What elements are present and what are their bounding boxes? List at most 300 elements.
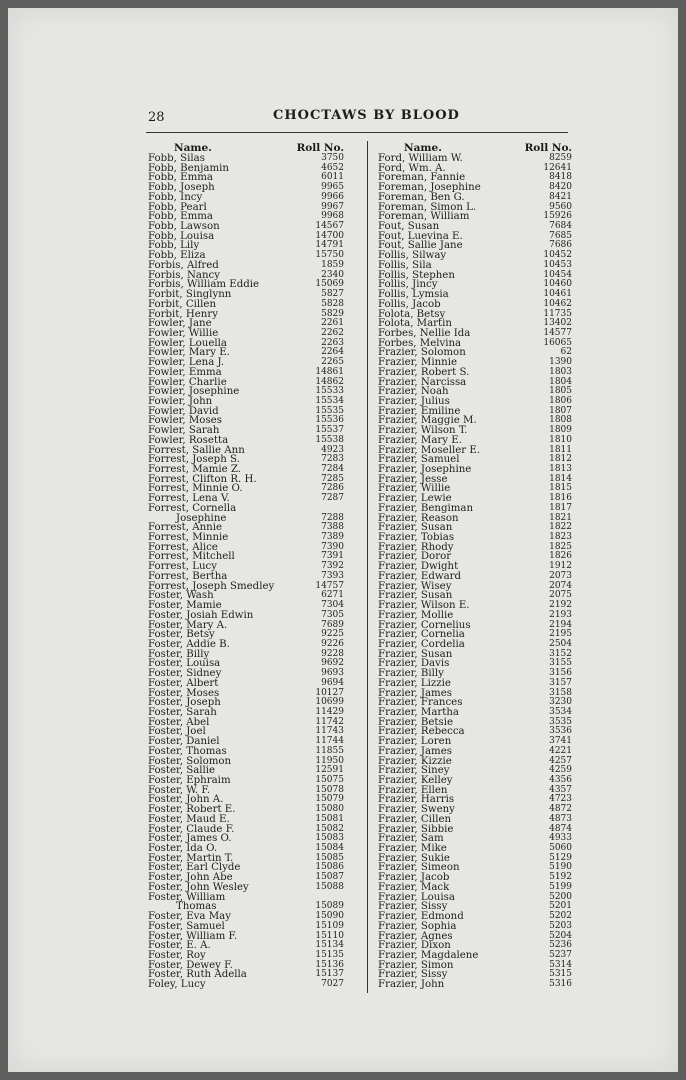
entry-name: Foster, W. F. [148,784,211,796]
entry-name: Frazier, Wilson E. [378,600,470,612]
roll-number: 3156 [549,668,572,679]
entry-name: Frazier, Billy [378,668,444,680]
entry-name: Frazier, Sukie [378,852,450,864]
entry-name: Foster, Joel [148,726,206,738]
roll-number: 5236 [549,940,572,951]
entry-name: Thomas [176,901,217,913]
roll-number: 2504 [549,638,572,649]
roll-number: 8420 [549,182,572,193]
roll-number: 7689 [321,619,344,630]
roll-number: 15537 [315,425,344,436]
roll-number: 10461 [543,289,572,300]
entry-name: Foster, Solomon [148,755,232,767]
entry-name: Foster, E. A. [148,940,211,952]
roll-number: 7684 [549,221,572,232]
entry-name: Foster, Mary A. [148,619,228,631]
entry-name: Forrest, Annie [148,522,222,534]
entry-name: Frazier, Jacob [378,872,450,884]
roll-number: 5203 [549,920,572,931]
roll-number: 2075 [549,590,572,601]
entry-name: Foster, William [148,891,226,903]
roll-number: 8421 [549,191,572,202]
entry-name: Frazier, Lizzie [378,677,451,689]
entry-name: Fowler, Josephine [148,386,240,398]
roll-number: 11855 [315,745,344,756]
roll-number: 15086 [315,862,344,873]
roll-number: 9225 [321,629,344,640]
entry-name: Forbes, Nellie Ida [378,327,471,339]
entry-name: Foster, Martin T. [148,852,234,864]
entry-name: Frazier, Simon [378,959,454,971]
right-column [378,142,572,990]
column-divider [367,141,368,993]
entry-name: Frazier, Jesse [378,473,448,485]
entry-name: Frazier, Magdalene [378,949,479,961]
roll-number: 10462 [543,298,572,309]
left-column [148,142,344,990]
entry-name: Frazier, Susan [378,590,453,602]
entry-name: Frazier, Sweny [378,804,455,816]
page-number: 28 [148,110,165,125]
roll-number: 12591 [315,765,344,776]
entry-name: Folota, Martin [378,318,452,330]
roll-number: 2193 [549,609,572,620]
entry-name: Fowler, Emma [148,366,222,378]
roll-number: 14791 [315,240,344,251]
entry-name: Frazier, Lewie [378,493,452,505]
entry-name: Foster, Sarah [148,706,217,718]
roll-number: 1809 [549,425,572,436]
entry-name: Frazier, Sam [378,833,444,845]
entry-name: Foreman, Ben G. [378,191,465,203]
roll-number: 15081 [315,813,344,824]
entry-name: Foster, James O. [148,833,232,845]
roll-number: 5190 [549,862,572,873]
entry-name: Frazier, Edmond [378,911,464,923]
roll-number: 3535 [549,716,572,727]
entry-name: Foster, Wash [148,590,214,602]
entry-name: Forbis, Nancy [148,269,221,281]
entry-name: Forbis, Alfred [148,259,219,271]
entry-name: Foster, Betsy [148,629,215,641]
list-item [148,980,344,990]
entry-name: Foster, Ruth Adella [148,969,247,981]
roll-number: 5200 [549,891,572,902]
entry-name: Frazier, Sissy [378,901,448,913]
entry-name: Frazier, Kizzie [378,755,452,767]
roll-number: 7287 [321,493,344,504]
entry-name: Forbis, William Eddie [148,279,260,291]
entry-name: Frazier, Willie [378,483,451,495]
entry-name: Fobb, Silas [148,153,205,164]
roll-number: 4873 [549,813,572,824]
entry-name: Forbit, Singlynn [148,289,232,301]
entry-name: Foreman, Fannie [378,172,466,184]
entry-name: Foster, John A. [148,794,224,806]
entry-name: Frazier, Wilson T. [378,425,468,437]
roll-number: 9965 [321,182,344,193]
entry-name: Fowler, Moses [148,415,222,427]
roll-number: 5199 [549,881,572,892]
roll-number: 7284 [321,464,344,474]
roll-number: 15750 [315,250,344,261]
entry-name: Frazier, Sissy [378,969,448,981]
entry-name: Frazier, Cornelia [378,629,465,641]
header-rule [146,132,568,133]
roll-number: 15538 [315,434,344,445]
entry-name: Frazier, Loren [378,736,452,748]
entry-name: Follis, Silway [378,250,447,262]
roll-number: 7283 [321,454,344,465]
entry-name: Foster, Sallie [148,765,216,777]
roll-number: 2194 [549,619,572,630]
roll-number: 5204 [549,930,572,941]
roll-number: 1817 [549,502,572,513]
entry-name: Josephine [176,512,227,524]
entry-name: Frazier, Betsie [378,716,454,728]
roll-number: 14700 [315,230,344,241]
entry-name: Follis, Jacob [378,298,441,310]
entry-name: Fowler, Willie [148,327,219,339]
roll-number: 10452 [543,250,572,261]
roll-number: 5201 [549,901,572,912]
entry-name: Foreman, William [378,211,470,223]
entry-name: Fout, Luevina E. [378,230,463,242]
name-header: Name. [174,142,212,154]
entry-name: Foster, Mamie [148,600,222,612]
roll-number: 1822 [549,522,572,533]
roll-number: 6271 [321,590,344,601]
roll-number: 4257 [549,755,572,766]
roll-number: 1806 [549,395,572,406]
roll-number: 1805 [549,386,572,397]
roll-number: 7304 [321,600,344,611]
roll-number: 3157 [549,677,572,688]
right-rows [378,154,572,990]
roll-number: 4923 [321,444,344,455]
roll-number: 7389 [321,532,344,543]
roll-number: 4723 [549,794,572,805]
entry-name: Fobb, Emma [148,172,213,184]
roll-number: 4356 [549,775,572,785]
roll-number: 14567 [315,221,344,232]
entry-name: Frazier, Emiline [378,405,461,417]
entry-name: Frazier, Ellen [378,784,448,796]
list-item [378,980,572,990]
roll-number: 4259 [549,765,572,776]
roll-number: 4874 [549,823,572,834]
entry-name: Frazier, Wisey [378,580,452,592]
roll-number: 1810 [549,434,572,445]
roll-number: 3230 [549,697,572,708]
entry-name: Forrest, Bertha [148,570,228,582]
roll-number: 10699 [315,697,344,708]
roll-number: 15069 [315,279,344,290]
entry-name: Forrest, Lena V. [148,493,230,505]
entry-name: Forbes, Melvina [378,337,462,349]
entry-name: Frazier, Noah [378,386,449,398]
entry-name: Forrest, Sallie Ann [148,444,245,456]
running-head: CHOCTAWS BY BLOOD [273,108,460,123]
roll-number: 15090 [315,911,344,922]
entry-name: Frazier, Mollie [378,609,454,621]
entry-name: Fowler, John [148,395,213,407]
roll-number: 2195 [549,629,572,640]
roll-number: 15087 [315,872,344,883]
roll-number: 7305 [321,609,344,620]
entry-name: Follis, Stephen [378,269,455,281]
entry-name: Fowler, Louella [148,337,227,349]
entry-name: Frazier, Louisa [378,891,455,903]
roll-number: 1816 [549,493,572,504]
entry-name: Frazier, Mike [378,843,447,855]
roll-number: 5237 [549,949,572,960]
roll-number: 9228 [321,648,344,659]
entry-name: Frazier, Samuel [378,454,460,466]
entry-name: Frazier, Susan [378,522,453,534]
roll-number: 14757 [315,580,344,591]
entry-name: Frazier, Mack [378,881,450,893]
entry-name: Frazier, Solomon [378,347,466,359]
roll-number: 14862 [315,376,344,387]
roll-number: 15082 [315,823,344,834]
roll-number: 1813 [549,464,572,474]
entry-name: Frazier, Cordelia [378,638,465,650]
roll-number: 15534 [315,395,344,406]
roll-number: 9968 [321,211,344,222]
roll-number: 15088 [315,881,344,892]
roll-number: 9692 [321,658,344,669]
roll-number: 5192 [549,872,572,883]
roll-header: Roll No. [524,142,572,154]
left-rows [148,154,344,990]
entry-name: Frazier, Robert S. [378,366,470,378]
entry-name: Frazier, Josephine [378,464,472,475]
entry-name: Forrest, Mitchell [148,551,235,563]
roll-number: 4933 [549,833,572,844]
roll-number: 7027 [321,979,344,990]
roll-number: 7388 [321,522,344,533]
entry-name: Foster, Daniel [148,736,220,748]
roll-number: 15134 [315,940,344,951]
roll-number: 15075 [315,775,344,785]
roll-number: 9966 [321,191,344,202]
roll-number: 1390 [549,357,572,368]
roll-number: 3158 [549,687,572,698]
roll-number: 5827 [321,289,344,300]
entry-name: Forrest, Joseph Smedley [148,580,275,592]
roll-number: 7288 [321,512,344,523]
roll-number: 3536 [549,726,572,737]
entry-name: Foster, Earl Clyde [148,862,241,874]
roll-number: 4652 [321,162,344,173]
name-header: Name. [404,142,442,154]
roll-number: 3750 [321,153,344,163]
entry-name: Foster, John Wesley [148,881,249,893]
entry-name: Fowler, Charlie [148,376,227,388]
roll-number: 15926 [543,211,572,222]
entry-name: Frazier, Susan [378,648,453,660]
roll-number: 1808 [549,415,572,426]
roll-number: 15085 [315,852,344,863]
entry-name: Frazier, Agnes [378,930,453,942]
roll-number: 2192 [549,600,572,611]
entry-name: Forrest, Minnie O. [148,483,243,495]
roll-number: 3155 [549,658,572,669]
entry-name: Frazier, Minnie [378,357,457,369]
roll-header: Roll No. [296,142,344,154]
entry-name: Forrest, Cornella [148,502,237,514]
entry-name: Foster, Addie B. [148,638,230,650]
entry-name: Frazier, James [378,745,452,757]
entry-name: Foley, Lucy [148,979,206,991]
roll-number: 10454 [543,269,572,280]
roll-number: 13402 [543,318,572,329]
roll-number: 2262 [321,327,344,338]
entry-name: Foster, Ida O. [148,843,218,855]
entry-name: Fowler, Jane [148,318,212,330]
roll-number: 1821 [549,512,572,523]
entry-name: Frazier, Edward [378,570,462,582]
roll-number: 7285 [321,473,344,484]
roll-number: 5314 [549,959,572,970]
roll-number: 15533 [315,386,344,397]
roll-number: 5316 [549,979,572,990]
roll-number: 5060 [549,843,572,854]
roll-number: 15535 [315,405,344,416]
roll-number: 9693 [321,668,344,679]
entry-name: Foster, Eva May [148,911,231,923]
entry-name: Fout, Sallie Jane [378,240,463,252]
roll-number: 11735 [543,308,572,319]
entry-name: Frazier, Kelley [378,775,453,786]
entry-name: Fobb, Eliza [148,250,206,262]
entry-name: Forrest, Lucy [148,561,217,573]
entry-name: Fobb, Emma [148,211,213,223]
entry-name: Frazier, Davis [378,658,450,670]
roll-number: 1815 [549,483,572,494]
roll-number: 2073 [549,570,572,581]
roll-number: 1826 [549,551,572,562]
entry-name: Frazier, Moseller E. [378,444,481,456]
roll-number: 1804 [549,376,572,387]
entry-name: Foster, Roy [148,949,206,961]
roll-number: 14577 [543,327,572,338]
roll-number: 7390 [321,541,344,552]
roll-number: 62 [560,347,572,358]
entry-name: Frazier, Rebecca [378,726,465,738]
roll-number: 15137 [315,969,344,980]
roll-number: 5129 [549,852,572,863]
entry-name: Forrest, Mamie Z. [148,464,242,475]
roll-number: 15109 [315,920,344,931]
entry-name: Frazier, Mary E. [378,434,462,446]
entry-name: Foster, Ephraim [148,775,231,786]
roll-number: 15136 [315,959,344,970]
document-page [8,8,678,1072]
entry-name: Frazier, Narcissa [378,376,467,388]
roll-number: 9967 [321,201,344,212]
entry-name: Fowler, Lena J. [148,357,225,369]
entry-name: Frazier, Martha [378,706,459,718]
entry-name: Frazier, Sophia [378,920,457,932]
roll-number: 2261 [321,318,344,329]
roll-number: 11743 [315,726,344,737]
roll-number: 1912 [549,561,572,572]
entry-name: Foster, Thomas [148,745,227,757]
roll-number: 6011 [321,172,344,183]
entry-name: Frazier, Tobias [378,532,455,544]
entry-name: Follis, Sila [378,259,432,271]
roll-number: 15110 [315,930,344,941]
entry-name: Fobb, Incy [148,191,203,203]
entry-name: Fowler, Mary E. [148,347,230,359]
roll-number: 8418 [549,172,572,183]
roll-number: 7392 [321,561,344,572]
roll-number: 1807 [549,405,572,416]
entry-name: Forbit, Henry [148,308,218,320]
roll-number: 11429 [315,706,344,717]
roll-number: 1803 [549,366,572,377]
entry-name: Fowler, Sarah [148,425,220,437]
entry-name: Foster, Joseph [148,697,221,709]
roll-number: 8259 [549,153,572,163]
entry-name: Frazier, John [378,979,445,991]
roll-number: 5202 [549,911,572,922]
roll-number: 10127 [315,687,344,698]
roll-number: 16065 [543,337,572,348]
roll-number: 1825 [549,541,572,552]
roll-number: 2340 [321,269,344,280]
entry-name: Forbit, Cillen [148,298,217,310]
roll-number: 1814 [549,473,572,484]
roll-number: 9226 [321,638,344,649]
entry-name: Fowler, Rosetta [148,434,229,446]
entry-name: Foster, Claude F. [148,823,235,835]
roll-number: 15536 [315,415,344,426]
roll-number: 14861 [315,366,344,377]
entry-name: Foreman, Josephine [378,182,481,194]
entry-name: Ford, William W. [378,153,463,164]
entry-name: Frazier, Reason [378,512,459,524]
entry-name: Foster, Dewey F. [148,959,233,971]
entry-name: Forrest, Minnie [148,532,229,544]
entry-name: Frazier, Dixon [378,940,451,952]
entry-name: Foster, Abel [148,716,210,728]
roll-number: 15084 [315,843,344,854]
roll-number: 5828 [321,298,344,309]
roll-number: 11742 [315,716,344,727]
entry-name: Forrest, Joseph S. [148,454,240,466]
roll-number: 10453 [543,259,572,270]
entry-name: Fobb, Lawson [148,221,220,233]
roll-number: 1812 [549,454,572,465]
entry-name: Fobb, Lily [148,240,200,252]
roll-number: 9694 [321,677,344,688]
roll-number: 15079 [315,794,344,805]
entry-name: Frazier, Cornelius [378,619,471,631]
entry-name: Forrest, Alice [148,541,218,553]
entry-name: Foster, Sidney [148,668,222,680]
roll-number: 4872 [549,804,572,815]
entry-name: Fobb, Joseph [148,182,215,194]
roll-number: 15078 [315,784,344,795]
entry-name: Fout, Susan [378,221,440,233]
entry-name: Follis, Jincy [378,279,438,291]
roll-number: 7393 [321,570,344,581]
roll-number: 7686 [549,240,572,251]
roll-number: 10460 [543,279,572,290]
